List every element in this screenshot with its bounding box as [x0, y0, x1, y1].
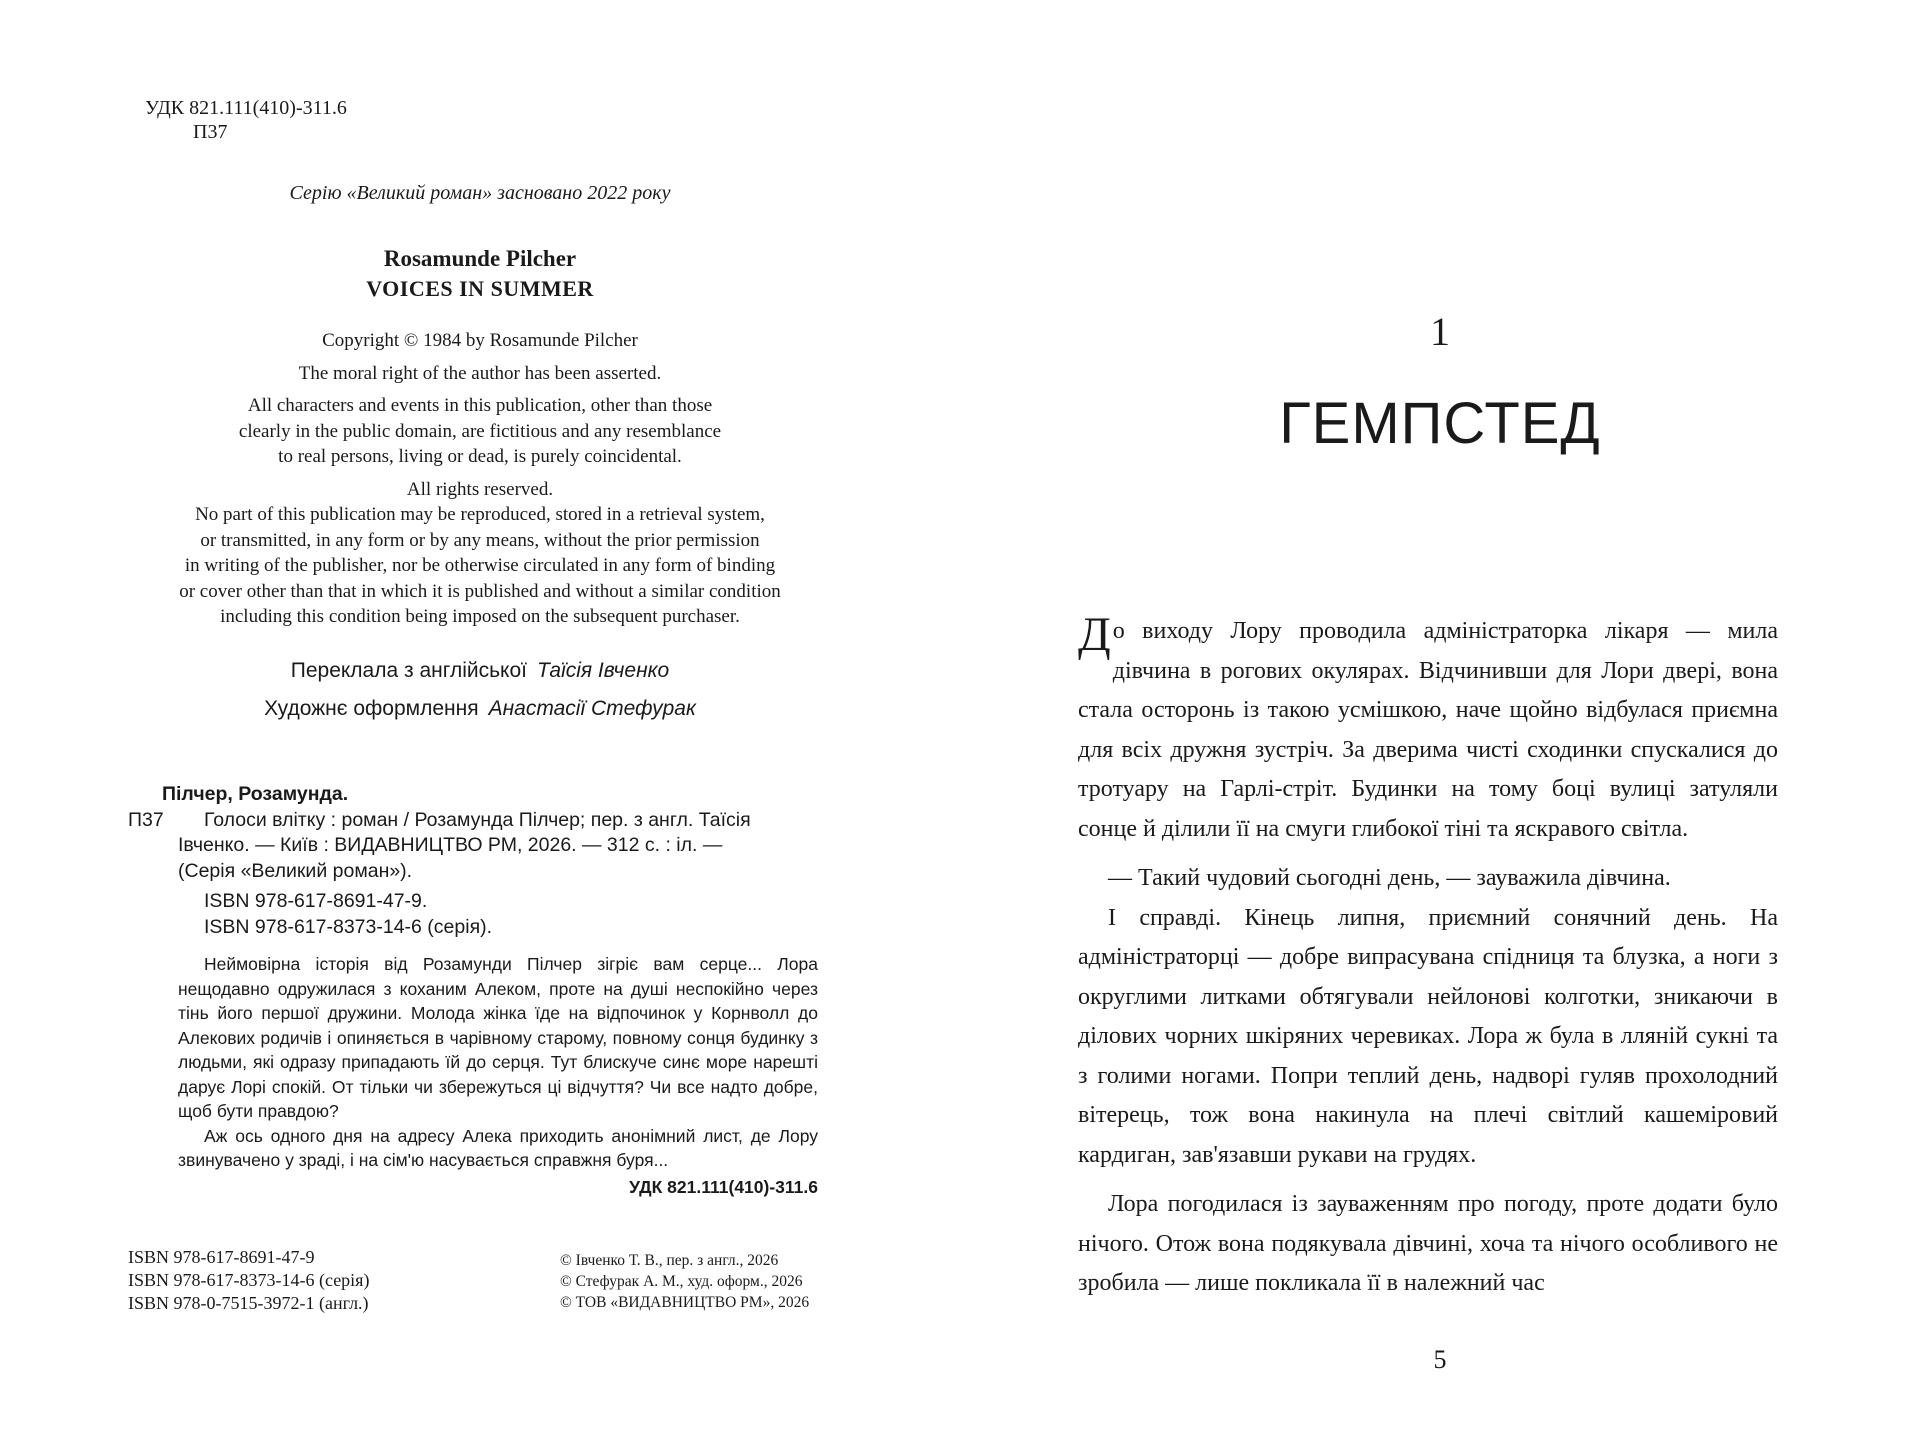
original-author: Rosamunde Pilcher — [383, 246, 577, 271]
copyright-line: Copyright © 1984 by Rosamunde Pilcher — [322, 330, 638, 351]
fiction-notice-line: All characters and events in this publication, other than those — [247, 395, 713, 416]
reproduction-line: in writing of the publisher, nor be otherwise circulated in any form of binding — [184, 555, 776, 576]
page-number: 5 — [1433, 1345, 1447, 1374]
isbn-line: ISBN 978-617-8373-14-6 (серія) — [128, 1270, 370, 1290]
chapter-number: 1 — [1430, 309, 1450, 354]
biblio-heading: Пілчер, Розамунда. — [162, 783, 349, 805]
designer-name: Анастасії Стефурак — [488, 697, 696, 720]
biblio-line: (Серія «Великий роман»). — [178, 859, 413, 882]
series-note: Серію «Великий роман» засновано 2022 року — [289, 182, 671, 204]
body-paragraph: — Такий чудовий сьогодні день, — зауважила дівчина. — [1108, 865, 1671, 891]
annotation-paragraph: Аж ось одного дня на адресу Алека приходить анонімний лист, де Лору звинувачено у зраді, і на сім'ю насувається справжня буря... — [178, 1125, 818, 1170]
isbn-line: ISBN 978-617-8691-47-9 — [128, 1247, 315, 1267]
designer-credit — [140, 690, 820, 728]
biblio-code: П37 — [128, 808, 164, 831]
reproduction-line: No part of this publication may be reproduced, stored in a retrieval system, — [195, 504, 765, 525]
reproduction-notice — [120, 502, 840, 630]
drop-cap: Д — [1078, 608, 1111, 661]
credits — [140, 652, 820, 728]
chapter-body — [1078, 608, 1778, 1304]
biblio-entry — [128, 808, 818, 885]
copyright-entry: © ТОВ «ВИДАВНИЦТВО РМ», 2026 — [560, 1294, 810, 1311]
body-paragraph: Лора погодилася із зауваженням про погоду, проте додати було нічого. Отож вона подякувала дівчині, хоча та нічого особливого не зробила — лише покликала її в належний час — [1078, 1191, 1778, 1296]
fiction-notice-line: clearly in the public domain, are fictitious and any resemblance — [238, 420, 722, 442]
reproduction-line: or cover other than that in which it is published and without a similar condition — [179, 580, 781, 602]
fiction-notice — [120, 393, 840, 470]
annotation — [178, 952, 818, 1199]
biblio-isbn: ISBN 978-617-8691-47-9. — [204, 890, 428, 912]
paragraph-text: о виходу Лору проводила адміністраторка лікаря — мила дівчина в рогових окулярах. Відчинивши для Лори двері, вона стала осторонь із такою усмішкою, наче щойно відбулася приємна для всіх дружня зустріч. За дверима чисті сходинки спускалися до тротуару на Гарлі-стріт. Будинки на тому боці вулиці затуляли сонце й ділили її на смуги глибокої тіні та яскравого світла. — [1078, 618, 1778, 842]
annotation-udk: УДК 821.111(410)-311.6 — [629, 1176, 818, 1197]
author-code: П37 — [193, 121, 228, 144]
body-paragraph: І справді. Кінець липня, приємний сонячний день. На адміністраторці — добре випрасувана спідниця та блузка, а ноги з округлими литками обтягували нейлонові колготки, зникаючи в ділових чорних шкіряних черевиках. Лора ж була в лляній сукні та з голими ногами. Попри теплий день, надворі гуляв прохолодний вітерець, тож вона накинула на плечі світлий кашеміровий кардиган, зав'язавши рукави на грудях. — [1078, 904, 1778, 1168]
biblio-isbn-series: ISBN 978-617-8373-14-6 (серія). — [204, 915, 493, 938]
fiction-notice-line: to real persons, living or dead, is purely coincidental. — [278, 446, 682, 467]
reproduction-line: or transmitted, in any form or by any means, without the prior permission — [200, 529, 760, 551]
copyright-list — [560, 1250, 809, 1313]
translator-name: Таїсія Івченко — [536, 659, 670, 682]
copyright-entry: © Стефурак А. М., худ. оформ., 2026 — [560, 1273, 803, 1290]
isbn-line: ISBN 978-0-7515-3972-1 (англ.) — [128, 1293, 369, 1313]
original-title: VOICES IN SUMMER — [366, 276, 594, 301]
legal-notice — [120, 328, 840, 637]
translator-credit — [140, 652, 820, 690]
chapter-title: ГЕМПСТЕД — [1279, 391, 1601, 456]
biblio-line: Голоси влітку : роман / Розамунда Пілчер; пер. з англ. Таїсія — [204, 808, 751, 831]
isbn-list — [128, 1246, 369, 1315]
rights-reserved: All rights reserved. — [406, 478, 554, 500]
biblio-line: Івченко. — Київ : ВИДАВНИЦТВО РМ, 2026. — 312 с. : іл. — — [178, 834, 723, 856]
designer-label: Художнє оформлення — [264, 697, 479, 720]
annotation-paragraph: Неймовірна історія від Розамунди Пілчер зігріє вам серце... Лора нещодавно одружилася з коханим Алеком, проте на душі неспокійно через тінь його першої дружини. Молода жінка їде на відпочинок у Корнволл до Алекових родичів і опиняється в чарівному старому, повному сонця будинку з людьми, які одразу припадають їй до серця. Тут блискуче синє море нарешті дарує Лорі спокій. От тільки чи збережуться ці відчуття? Чи все надто добре, щоб бути правдою? — [178, 954, 818, 1121]
udk-block — [145, 96, 347, 145]
copyright-entry: © Івченко Т. В., пер. з англ., 2026 — [560, 1252, 779, 1269]
moral-right-line: The moral right of the author has been asserted. — [298, 362, 662, 384]
translator-label: Переклала з англійської — [290, 659, 527, 682]
body-paragraph — [1078, 608, 1778, 849]
right-page — [960, 0, 1920, 1440]
reproduction-line: including this condition being imposed on the subsequent purchaser. — [220, 606, 740, 627]
bibliographic-entry — [128, 782, 818, 940]
udk-code: УДК 821.111(410)-311.6 — [145, 97, 347, 119]
